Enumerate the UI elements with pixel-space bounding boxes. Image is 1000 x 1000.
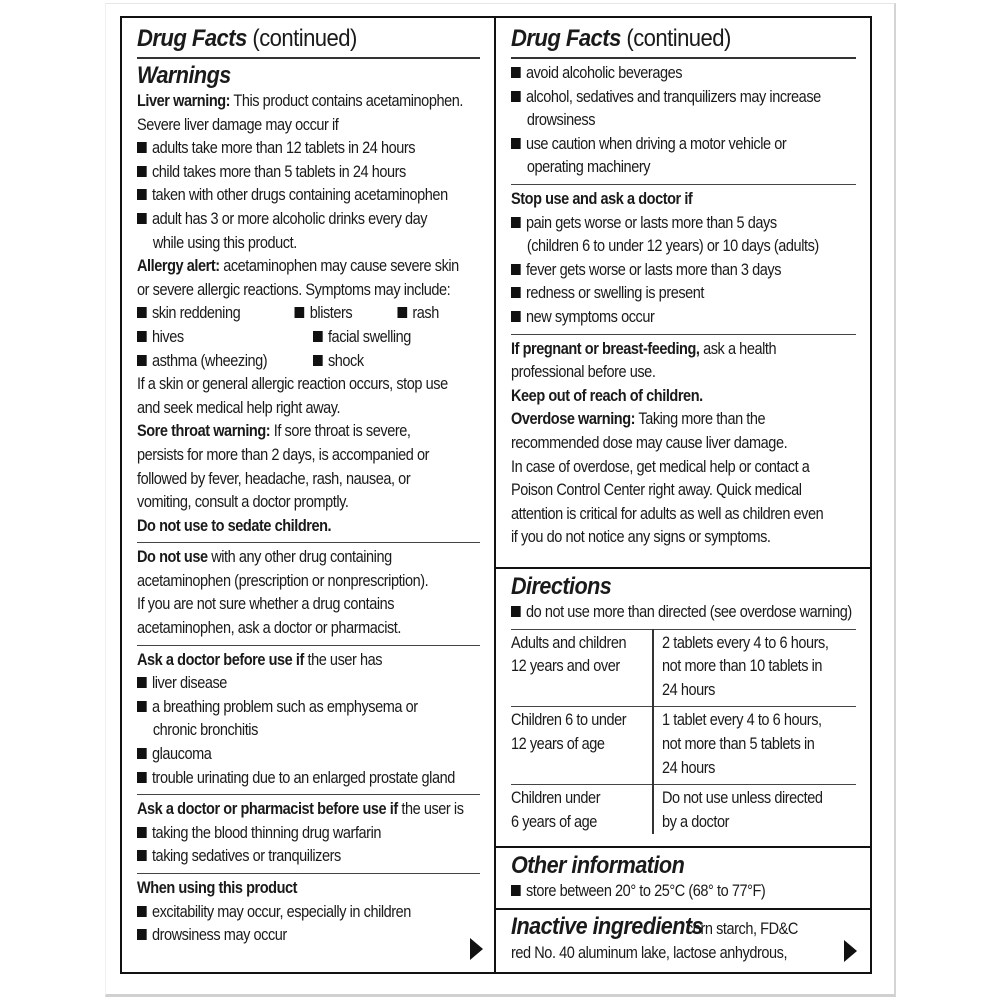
right-column [496, 18, 870, 972]
list-item: child takes more than 5 tablets in 24 hours [137, 161, 439, 185]
bullet-icon [137, 142, 147, 153]
bullet-icon [511, 287, 521, 298]
divider [137, 57, 480, 59]
list-item: taking sedatives or tranquilizers [137, 845, 439, 869]
bullet-icon [511, 606, 521, 617]
list-item: pain gets worse or lasts more than 5 days [511, 212, 815, 236]
table-row: Children 6 to under 12 years of age 1 tablet every 4 to 6 hours, not more than 5 tablets in 24 hours [511, 707, 856, 785]
list-item: alcohol, sedatives and tranquilizers may increase [511, 86, 815, 110]
bullet-icon [511, 67, 521, 78]
warnings-heading: Warnings [137, 62, 231, 89]
bullet-icon [137, 748, 147, 759]
bullet-icon [137, 307, 147, 318]
right-title: Drug Facts (continued) [511, 25, 731, 52]
bullet-icon [511, 91, 521, 102]
list-item: trouble urinating due to an enlarged prostate gland [137, 767, 439, 791]
list-item: do not use more than directed (see overdose warning) [511, 601, 815, 625]
symptom-row: hives facial swelling [137, 326, 439, 350]
drug-facts-panel [120, 16, 872, 974]
list-item: fever gets worse or lasts more than 3 days [511, 259, 815, 283]
list-item: liver disease [137, 672, 439, 696]
table-row: Children under 6 years of age Do not use unless directed by a doctor [511, 785, 856, 835]
liver-warning: Liver warning: This product contains acetaminophen. [137, 92, 463, 110]
bullet-icon [137, 850, 147, 861]
bullet-icon [137, 827, 147, 838]
list-item: a breathing problem such as emphysema or [137, 696, 439, 720]
ask-pharmacist: Ask a doctor or pharmacist before use if the user is [137, 800, 464, 819]
continue-arrow-icon [844, 940, 857, 962]
sore-throat-warning: Sore throat warning: If sore throat is severe, [137, 422, 411, 441]
bullet-icon [137, 189, 147, 200]
list-item: adults take more than 12 tablets in 24 hours [137, 137, 439, 161]
bullet-icon [137, 906, 147, 917]
list-item: adult has 3 or more alcoholic drinks every day [137, 208, 439, 232]
dosage-table [511, 629, 856, 835]
inactive-ingredients-section: Inactive ingredients corn starch, FD&C red No. 40 aluminum lake, lactose anhydrous, [496, 908, 870, 972]
divider [511, 57, 856, 59]
list-item: redness or swelling is present [511, 282, 815, 306]
divider [137, 542, 480, 543]
bullet-icon [511, 264, 521, 275]
inactive-heading: Inactive ingredients [511, 913, 704, 940]
bullet-icon [511, 138, 521, 149]
list-item: drowsiness may occur [137, 924, 439, 948]
list-item: taking the blood thinning drug warfarin [137, 822, 439, 846]
list-item: glaucoma [137, 743, 439, 767]
directions-heading: Directions [511, 573, 612, 600]
bullet-icon [137, 331, 147, 342]
table-row: Adults and children 12 years and over 2 tablets every 4 to 6 hours, not more than 10 tablets in 24 hours [511, 629, 856, 707]
list-item: avoid alcoholic beverages [511, 62, 815, 86]
bullet-icon [137, 772, 147, 783]
overdose-warning: Overdose warning: Taking more than the [511, 410, 766, 429]
divider [511, 334, 856, 335]
symptom-row: asthma (wheezing) shock [137, 350, 439, 374]
bullet-icon [511, 311, 521, 322]
list-item: excitability may occur, especially in children [137, 901, 439, 925]
when-using-heading: When using this product [137, 879, 298, 897]
sedate-warning: Do not use to sedate children. [137, 516, 332, 535]
bullet-icon [137, 701, 147, 712]
stop-use-heading: Stop use and ask a doctor if [511, 189, 693, 208]
bullet-icon [137, 355, 147, 366]
other-information-section [496, 846, 870, 909]
divider [137, 645, 480, 646]
list-item: taken with other drugs containing acetaminophen [137, 184, 439, 208]
bullet-icon [313, 331, 323, 342]
continue-arrow-icon [470, 938, 483, 960]
bullet-icon [511, 885, 521, 896]
bullet-icon [313, 355, 323, 366]
symptom-row: skin reddening blisters rash [137, 302, 439, 326]
warnings-continued-section: Drug Facts (continued) avoid alcoholic beverages alcohol, sedatives and tranquilizers may increase drowsiness use caution when driving a motor vehicle or operating machinery Stop use and ask a doctor if pain gets worse or lasts more than 5 days (children 6 to under 12 years) or 10 days (adults) fever gets worse or lasts more than 3 days redness or swelling is present new symptoms occur If pregnant or breast-feeding, ask a health professional before use. Keep out of reach of children. Overdose warning: Taking more than the recommended dose may cause liver damage. In case of overdose, get medical help or contact a Poison Control Center right away. Quick medical attention is critical for adults as well as children even if you do not notice any signs or symptoms. [496, 18, 870, 567]
divider [137, 873, 480, 874]
ask-doctor: Ask a doctor before use if the user has [137, 650, 383, 669]
do-not-use: Do not use with any other drug containing [137, 548, 392, 567]
other-info-heading: Other information [511, 852, 685, 879]
bullet-icon [137, 929, 147, 940]
bullet-icon [137, 677, 147, 688]
keep-out-warning: Keep out of reach of children. [511, 386, 703, 405]
allergy-alert: Allergy alert: acetaminophen may cause severe skin [137, 257, 459, 276]
bullet-icon [137, 213, 147, 224]
directions-section [496, 567, 870, 848]
left-column: Drug Facts (continued) Warnings Liver warning: This product contains acetaminophen. Severe liver damage may occur if adults take more than 12 tablets in 24 hours child takes more than 5 tablets in 24 hours taken with other drugs containing acetaminophen adult has 3 or more alcoholic drinks every day while using this product. Allergy alert: acetaminophen may cause severe skin or severe allergic reactions. Symptoms may include: skin reddening blisters rash hives facial swelling asthma (wheezing) shock If a skin or general allergic reaction occurs, stop use and seek medical help right away. Sore throat warning: If sore throat is severe, persists for more than 2 days, is accompanied or followed by fever, headache, rash, nausea, or vomiting, consult a doctor promptly. Do not use to sedate children. Do not use with any other drug containing acetaminophen (prescription or nonprescription). If you are not sure whether a drug contains acetaminophen, ask a doctor or pharmacist. Ask a doctor before use if the user has liver disease a breathing problem such as emphysema or chronic bronchitis glaucoma trouble urinating due to an enlarged prostate gland Ask a doctor or pharmacist before use if the user is taking the blood thinning drug warfarin taking sedatives or tranquilizers When using this product excitability may occur, especially in children drowsiness may occur [122, 18, 496, 972]
list-item: store between 20° to 25°C (68° to 77°F) [511, 880, 815, 904]
list-item: use caution when driving a motor vehicle or [511, 133, 815, 157]
bullet-icon [397, 307, 407, 318]
bullet-icon [511, 217, 521, 228]
divider [511, 184, 856, 185]
divider [137, 794, 480, 795]
pregnant-warning: If pregnant or breast-feeding, ask a health [511, 339, 777, 358]
bullet-icon [295, 307, 305, 318]
left-title: Drug Facts (continued) [137, 25, 357, 52]
list-item: new symptoms occur [511, 306, 815, 330]
bullet-icon [137, 166, 147, 177]
